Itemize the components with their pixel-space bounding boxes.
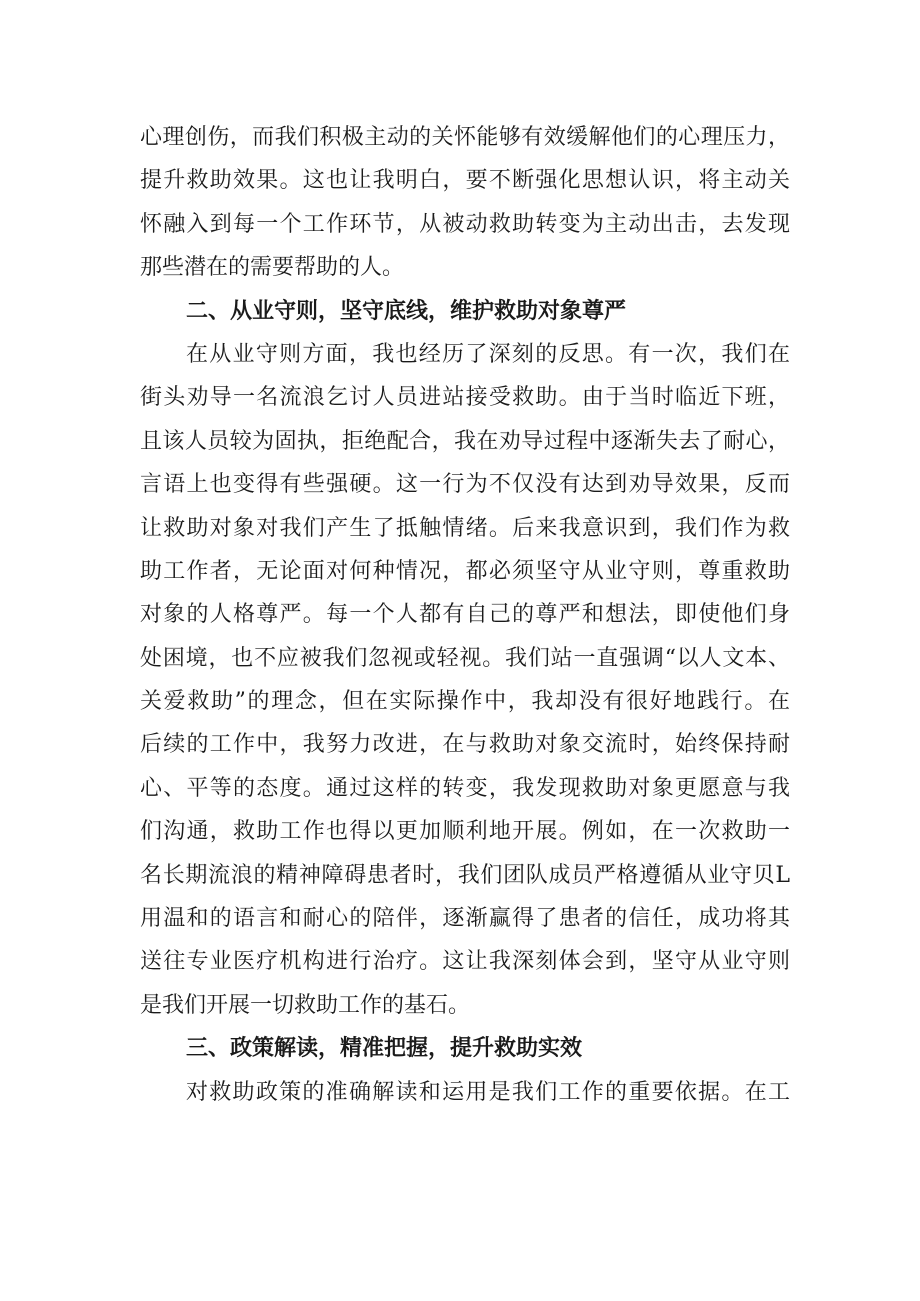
paragraph-2 (140, 333, 790, 1027)
section-heading-3: 三、政策解读，精准把握，提升救助实效 (186, 1036, 583, 1062)
text-line: 助工作者，无论面对何种情况，都必须坚守从业守则，尊重救助 (140, 558, 790, 584)
text-line: 心理创伤，而我们积极主动的关怀能够有效缓解他们的心理压力， (140, 125, 790, 150)
text-line: 对救助政策的准确解读和运用是我们工作的重要依据。在工 (186, 1079, 790, 1105)
text-line: 提升救助效果。这也让我明白，要不断强化思想认识，将主动关 (140, 168, 790, 194)
paragraph-3 (140, 1071, 790, 1114)
text-line: 街头劝导一名流浪乞讨人员进站接受救助。由于当时临近下班， (140, 385, 790, 411)
text-line: 用温和的语言和耐心的陪伴，逐渐赢得了患者的信任，成功将其 (140, 906, 790, 932)
text-line: 关爱救助”的理念，但在实际操作中，我却没有很好地践行。在 (140, 689, 790, 715)
text-line: 且该人员较为固执，拒绝配合，我在劝导过程中逐渐失去了耐心， (140, 428, 790, 454)
text-line: 们沟通，救助工作也得以更加顺利地开展。例如，在一次救助一 (140, 819, 790, 845)
paragraph-1 (140, 116, 790, 290)
text-line: 后续的工作中，我努力改进，在与救助对象交流时，始终保持耐 (140, 732, 790, 758)
section-heading-2: 二、从业守则，坚守底线，维护救助对象尊严 (186, 298, 627, 324)
text-line: 名长期流浪的精神障碍患者时，我们团队成员严格遵循从业守贝L (140, 862, 790, 888)
text-line: 让救助对象对我们产生了抵触情绪。后来我意识到，我们作为救 (140, 515, 790, 541)
document-body (140, 116, 790, 1114)
text-line: 言语上也变得有些强硬。这一行为不仅没有达到劝导效果，反而 (140, 472, 790, 498)
text-line: 送往专业医疗机构进行治疗。这让我深刻体会到，坚守从业守则 (140, 949, 790, 975)
text-line: 心、平等的态度。通过这样的转变，我发现救助对象更愿意与我 (140, 775, 790, 801)
text-line: 那些潜在的需要帮助的人。 (140, 255, 405, 281)
text-line: 在从业守则方面，我也经历了深刻的反思。有一次，我们在 (186, 341, 790, 367)
text-line: 是我们开展一切救助工作的基石。 (140, 992, 471, 1018)
text-line: 处困境，也不应被我们忽视或轻视。我们站一直强调“以人文本、 (140, 645, 790, 671)
text-line: 对象的人格尊严。每一个人都有自己的尊严和想法，即使他们身 (140, 602, 790, 628)
text-line: 怀融入到每一个工作环节，从被动救助转变为主动出击，去发现 (140, 211, 790, 237)
